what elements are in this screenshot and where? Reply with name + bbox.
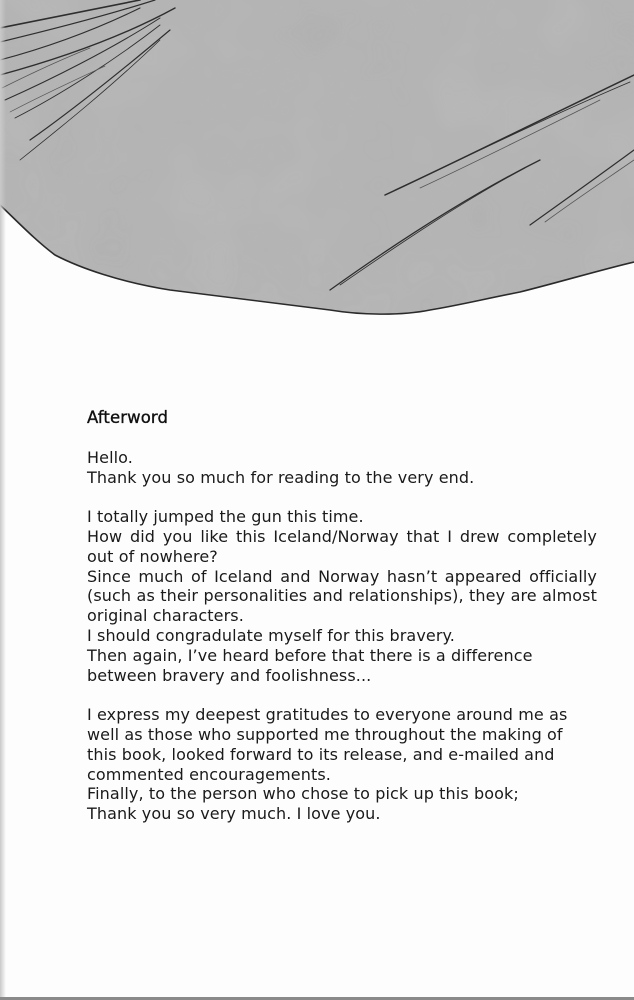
paragraph-1 bbox=[87, 448, 597, 488]
text-line: Then again, I’ve heard before that there is a difference bbox=[87, 645, 533, 665]
page-gutter-shadow bbox=[0, 0, 6, 1000]
text-line: I express my deepest gratitudes to everyone around me as bbox=[87, 705, 568, 725]
paragraph-3 bbox=[87, 705, 597, 824]
text-line: out of nowhere? bbox=[87, 546, 218, 566]
text-line: Thank you so very much. I love you. bbox=[87, 804, 381, 824]
text-line: Since much of Iceland and Norway hasn’t appeared officially bbox=[87, 566, 597, 586]
text-line: commented encouragements. bbox=[87, 764, 331, 784]
text-line: well as those who supported me throughout the making of bbox=[87, 724, 563, 744]
text-line: How did you like this Iceland/Norway that I drew completely bbox=[87, 526, 597, 546]
afterword-section bbox=[87, 408, 597, 844]
text-line: between bravery and foolishness... bbox=[87, 665, 372, 685]
text-line: Finally, to the person who chose to pick up this book; bbox=[87, 784, 519, 804]
text-line: (such as their personalities and relationships), they are almost bbox=[87, 586, 597, 606]
paragraph-2 bbox=[87, 507, 597, 685]
text-line: original characters. bbox=[87, 606, 244, 626]
text-line: Hello. bbox=[87, 447, 133, 467]
text-line: this book, looked forward to its release, and e-mailed and bbox=[87, 744, 555, 764]
text-line: I totally jumped the gun this time. bbox=[87, 507, 364, 527]
afterword-heading: Afterword bbox=[87, 408, 169, 427]
text-line: Thank you so much for reading to the very end. bbox=[87, 467, 475, 487]
text-line: I should congradulate myself for this bravery. bbox=[87, 625, 455, 645]
pencil-sketch-illustration bbox=[0, 0, 634, 330]
